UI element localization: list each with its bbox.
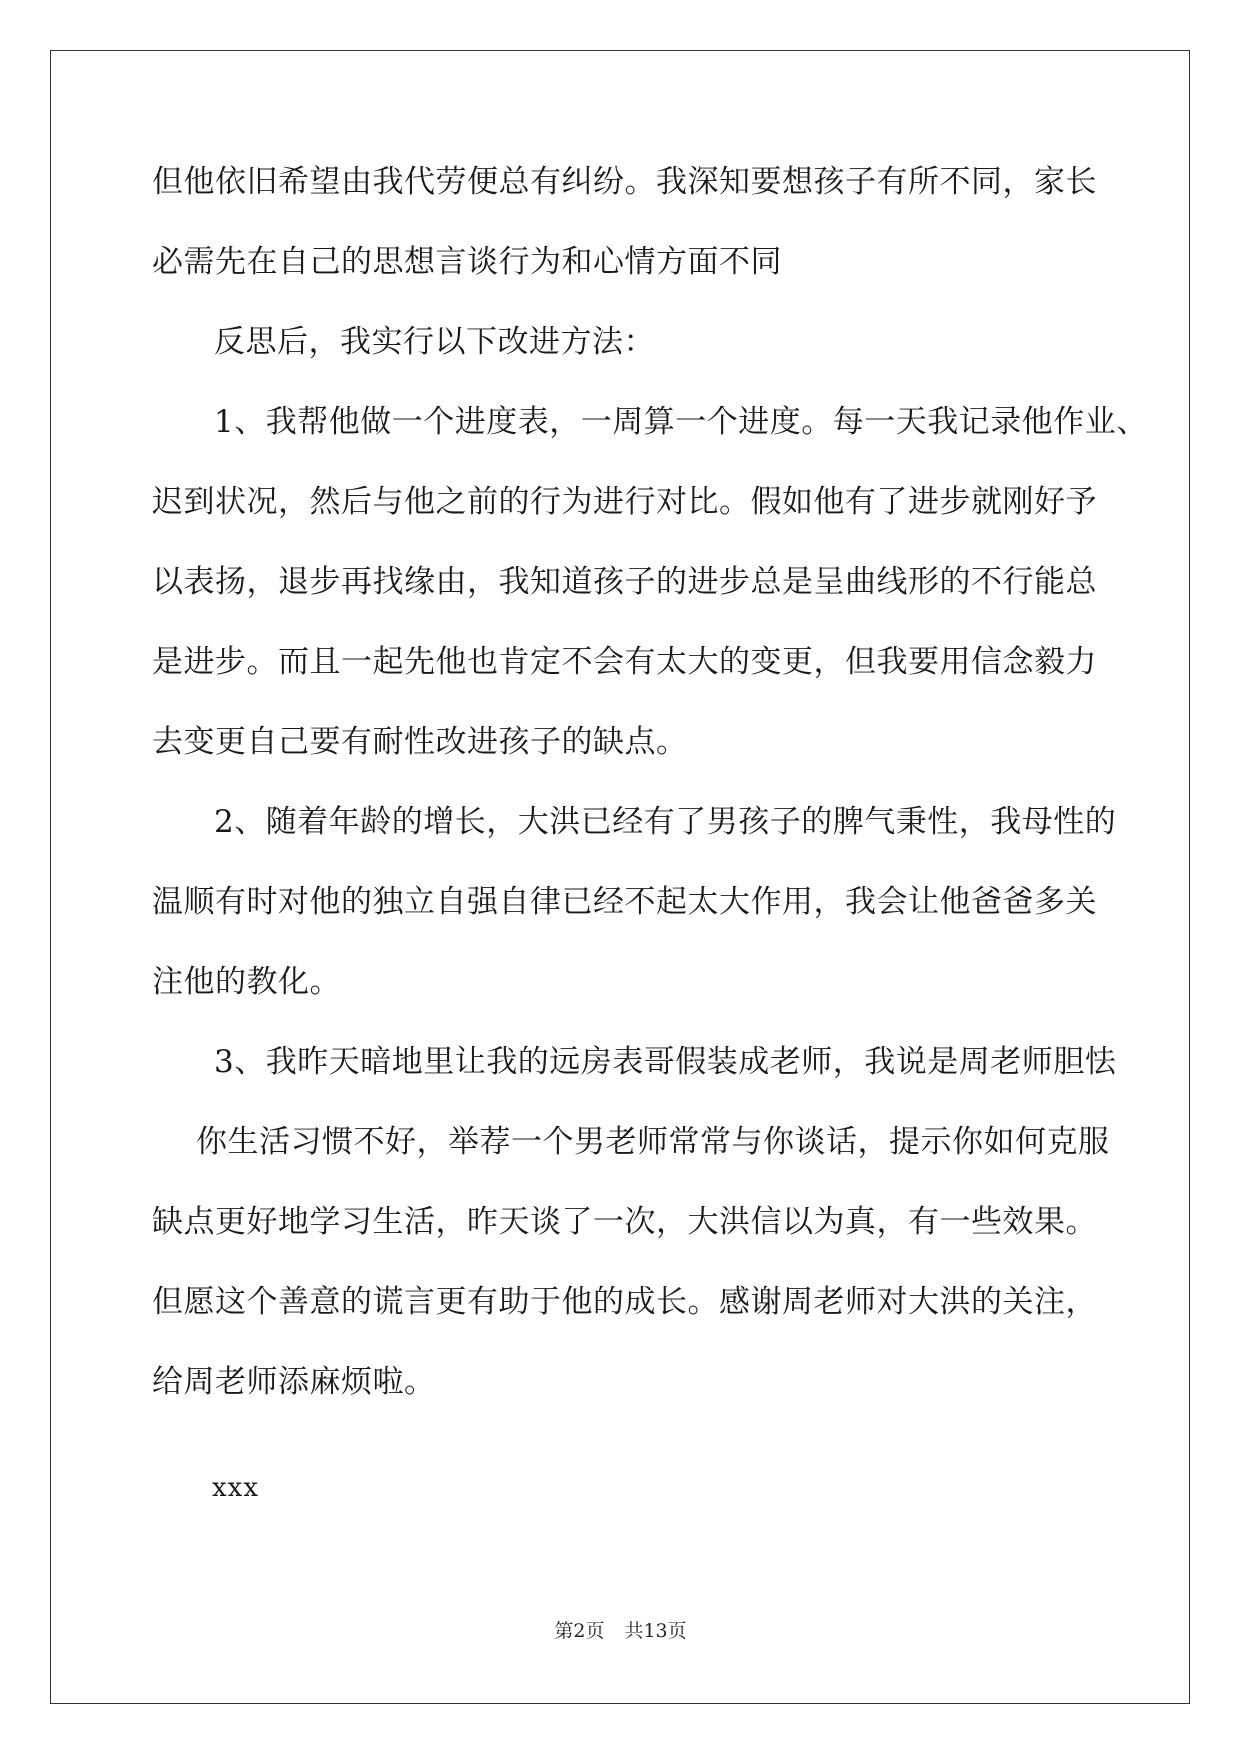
- page-total: 共13页: [624, 1620, 687, 1642]
- text-line: 注他的教化。: [152, 964, 341, 1000]
- text-line: 是进步。而且一起先他也肯定不会有太大的变更，但我要用信念毅力: [152, 644, 1097, 680]
- text-line: 迟到状况，然后与他之前的行为进行对比。假如他有了进步就刚好予: [152, 484, 1097, 520]
- signature: xxx: [212, 1473, 259, 1503]
- text-line: 但愿这个善意的谎言更有助于他的成长。感谢周老师对大洪的关注，: [152, 1284, 1097, 1320]
- page-footer: [0, 1616, 1241, 1643]
- text-line: 反思后，我实行以下改进方法：: [214, 324, 655, 360]
- text-line: 你生活习惯不好，举荐一个男老师常常与你谈话，提示你如何克服: [196, 1124, 1110, 1160]
- document-body: [152, 163, 1148, 1443]
- text-line: 温顺有时对他的独立自强自律已经不起太大作用，我会让他爸爸多关: [152, 884, 1097, 920]
- text-line: 缺点更好地学习生活，昨天谈了一次，大洪信以为真，有一些效果。: [152, 1204, 1097, 1240]
- text-line: 1、我帮他做一个进度表，一周算一个进度。每一天我记录他作业、: [214, 404, 1148, 440]
- text-line: 但他依旧希望由我代劳便总有纠纷。我深知要想孩子有所不同，家长: [152, 164, 1097, 200]
- text-line: 3、我昨天暗地里让我的远房表哥假装成老师，我说是周老师胆怯: [214, 1044, 1117, 1080]
- text-line: 必需先在自己的思想言谈行为和心情方面不同: [152, 244, 782, 280]
- text-line: 以表扬，退步再找缘由，我知道孩子的进步总是呈曲线形的不行能总: [152, 564, 1097, 600]
- text-line: 去变更自己要有耐性改进孩子的缺点。: [152, 724, 688, 760]
- page-number: 第2页: [554, 1620, 605, 1642]
- text-line: 给周老师添麻烦啦。: [152, 1364, 436, 1400]
- text-line: 2、随着年龄的增长，大洪已经有了男孩子的脾气秉性，我母性的: [214, 804, 1117, 840]
